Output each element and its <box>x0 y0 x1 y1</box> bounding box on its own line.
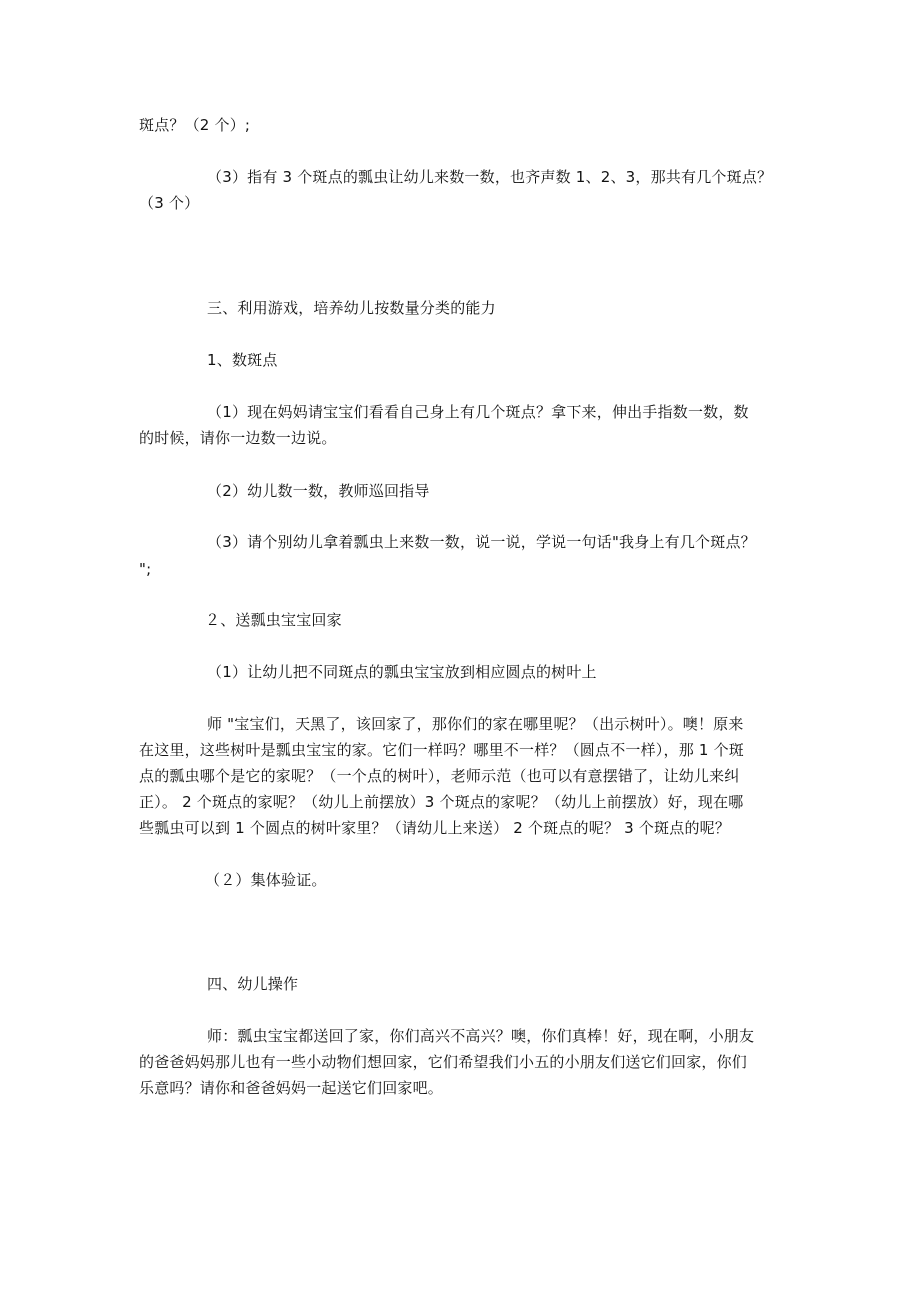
text-line: "; <box>139 560 152 578</box>
text-line: （3）请个别幼儿拿着瓢虫上来数一数，说一说，学说一句话"我身上有几个斑点？ <box>207 533 756 551</box>
text-line: 在这里，这些树叶是瓢虫宝宝的家。它们一样吗？哪里不一样？（圆点不一样），那 1 个斑 <box>139 741 744 759</box>
text-line: 点的瓢虫哪个是它的家呢？（一个点的树叶），老师示范（也可以有意摆错了，让幼儿来纠 <box>139 767 740 785</box>
text-line: （3 个） <box>139 194 200 212</box>
text-line: （1）让幼儿把不同斑点的瓢虫宝宝放到相应圆点的树叶上 <box>207 663 597 681</box>
text-line: （２）集体验证。 <box>205 871 327 889</box>
text-line: （2）幼儿数一数，教师巡回指导 <box>207 482 430 500</box>
text-line: 师：瓢虫宝宝都送回了家，你们高兴不高兴？噢，你们真棒！好，现在啊，小朋友 <box>207 1027 755 1045</box>
section-heading: 四、幼儿操作 <box>207 975 299 993</box>
text-line: 些瓢虫可以到 1 个圆点的树叶家里？（请幼儿上来送） 2 个斑点的呢？ 3 个斑点的呢？ <box>139 819 731 837</box>
text-line: 的爸爸妈妈那儿也有一些小动物们想回家，它们希望我们小五的小朋友们送它们回家，你们 <box>139 1053 748 1071</box>
text-line: 正）。 2 个斑点的家呢？（幼儿上前摆放）3 个斑点的家呢？（幼儿上前摆放）好，现在哪 <box>139 793 744 811</box>
text-line: 师 "宝宝们，天黑了，该回家了，那你们的家在哪里呢？（出示树叶）。噢！原来 <box>207 715 744 733</box>
subsection-heading: 1、数斑点 <box>207 351 278 369</box>
text-line: 斑点？（2 个）; <box>139 116 251 134</box>
text-line: （3）指有 3 个斑点的瓢虫让幼儿来数一数，也齐声数 1、2、3，那共有几个斑点？ <box>207 168 773 186</box>
subsection-heading: ２、送瓢虫宝宝回家 <box>205 611 342 629</box>
section-heading: 三、利用游戏，培养幼儿按数量分类的能力 <box>207 299 496 317</box>
text-line: 的时候，请你一边数一边说。 <box>139 429 337 447</box>
text-line: （1）现在妈妈请宝宝们看看自己身上有几个斑点？拿下来，伸出手指数一数，数 <box>207 403 749 421</box>
text-line: 乐意吗？请你和爸爸妈妈一起送它们回家吧。 <box>139 1079 444 1097</box>
